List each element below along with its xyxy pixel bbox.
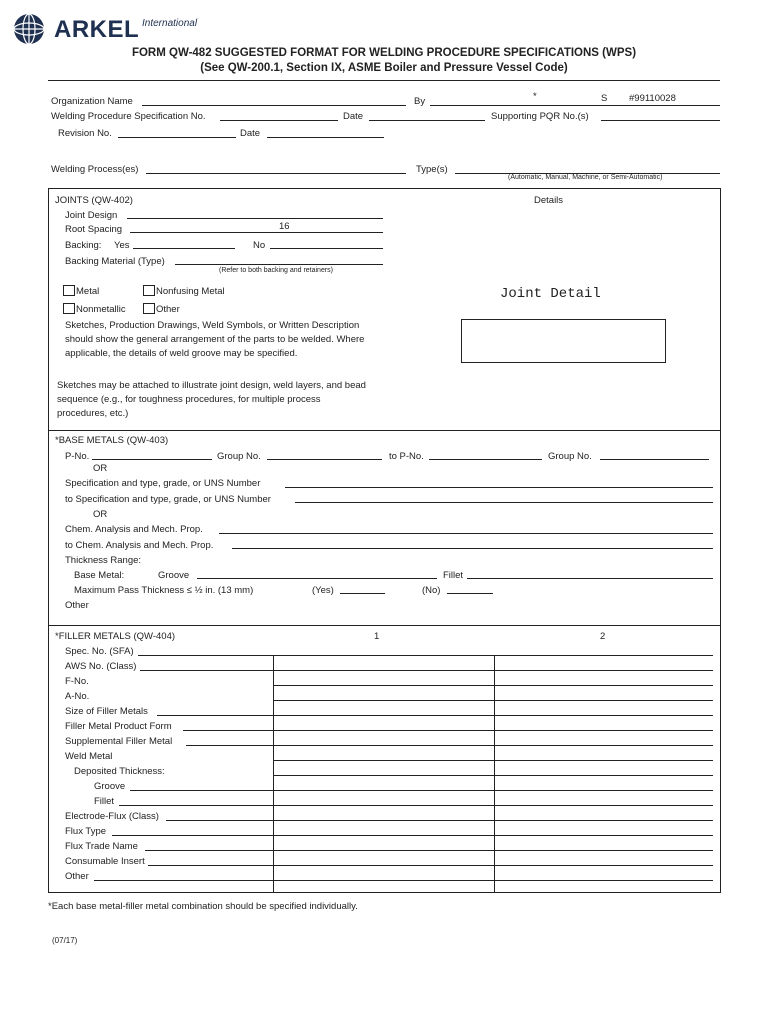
filler-col2-field[interactable] (494, 850, 713, 851)
backing-note: (Refer to both backing and retainers) (219, 267, 334, 274)
filler-col1-field[interactable] (273, 685, 494, 686)
nonfusing-option[interactable]: Nonfusing Metal (143, 285, 225, 297)
filler-label-line[interactable] (145, 850, 273, 851)
nonmetallic-checkbox[interactable] (63, 303, 75, 314)
filler-col1-field[interactable] (273, 835, 494, 836)
desc-line-1: Sketches, Production Drawings, Weld Symbols, or Written Description (65, 320, 360, 331)
base-divider (48, 625, 721, 626)
filler-col2-field[interactable] (494, 715, 713, 716)
date-field[interactable] (369, 120, 485, 121)
filler-heading: *FILLER METALS (QW-404) (55, 631, 176, 642)
revision-date: (07/17) (52, 936, 78, 945)
filler-row-label: Electrode-Flux (Class) (65, 811, 159, 822)
backing-no-field[interactable] (270, 248, 383, 249)
nonmetallic-option[interactable]: Nonmetallic (63, 303, 126, 315)
revision-label: Revision No. (58, 128, 112, 139)
to-spec-label: to Specification and type, grade, or UNS Number (65, 494, 271, 505)
filler-col1-field[interactable] (273, 790, 494, 791)
filler-col-divider-2 (494, 655, 495, 893)
by-field[interactable] (430, 105, 720, 106)
max-pass-yes: (Yes) (312, 585, 334, 596)
backing-no: No (253, 240, 266, 251)
wps-field[interactable] (220, 120, 338, 121)
s-label: S (601, 93, 608, 104)
filler-col1-field[interactable] (273, 775, 494, 776)
to-chem-field[interactable] (232, 548, 713, 549)
pno-field[interactable] (92, 459, 212, 460)
spec-label: Specification and type, grade, or UNS Number (65, 478, 261, 489)
filler-col2-field[interactable] (494, 775, 713, 776)
filler-row-label: Other (65, 871, 89, 882)
root-spacing-label: Root Spacing (65, 224, 123, 235)
joints-divider (48, 430, 721, 431)
max-pass-yes-field[interactable] (340, 593, 385, 594)
filler-col2-field[interactable] (494, 655, 713, 656)
doc-number: #99110028 (629, 93, 676, 104)
filler-col-1: 1 (374, 631, 380, 642)
base-metal-label: Base Metal: (74, 570, 125, 581)
filler-label-line[interactable] (157, 715, 273, 716)
filler-col2-field[interactable] (494, 835, 713, 836)
filler-col1-field[interactable] (273, 715, 494, 716)
details-label: Details (534, 195, 564, 206)
header-divider (48, 80, 720, 81)
filler-col1-field[interactable] (273, 850, 494, 851)
backing-yes-field[interactable] (133, 248, 235, 249)
revision-field[interactable] (118, 137, 236, 138)
filler-col2-field[interactable] (494, 745, 713, 746)
group-field[interactable] (267, 459, 382, 460)
filler-row-label: Fillet (94, 796, 115, 807)
filler-col1-field[interactable] (273, 805, 494, 806)
filler-label-line[interactable] (112, 835, 273, 836)
base-heading: *BASE METALS (QW-403) (55, 435, 169, 446)
chem-field[interactable] (219, 533, 713, 534)
to-pno-label: to P-No. (389, 451, 424, 462)
base-other-label: Other (65, 600, 89, 611)
filler-col2-field[interactable] (494, 730, 713, 731)
filler-row-label: Groove (94, 781, 126, 792)
root-spacing-value: 16 (279, 221, 290, 232)
filler-label-line[interactable] (94, 880, 273, 881)
form-title: FORM QW-482 SUGGESTED FORMAT FOR WELDING PROCEDURE SPECIFICATIONS (WPS) (131, 47, 637, 59)
filler-col2-field[interactable] (494, 805, 713, 806)
org-label: Organization Name (51, 96, 133, 107)
group2-field[interactable] (600, 459, 709, 460)
chem-label: Chem. Analysis and Mech. Prop. (65, 524, 203, 535)
fillet-label: Fillet (443, 570, 464, 581)
joint-design-field[interactable] (127, 218, 383, 219)
nonfusing-checkbox[interactable] (143, 285, 155, 296)
pno-label: P-No. (65, 451, 90, 462)
types-label: Type(s) (416, 164, 448, 175)
date-label: Date (343, 111, 364, 122)
filler-col2-field[interactable] (494, 865, 713, 866)
filler-col2-field[interactable] (494, 880, 713, 881)
filler-col2-field[interactable] (494, 820, 713, 821)
filler-col1-field[interactable] (273, 760, 494, 761)
backing-material-field[interactable] (175, 264, 383, 265)
max-pass-label: Maximum Pass Thickness ≤ ½ in. (13 mm) (74, 585, 254, 596)
other-checkbox[interactable] (143, 303, 155, 314)
note-line-3: procedures, etc.) (57, 408, 129, 419)
filler-label-line[interactable] (138, 655, 273, 656)
form-subtitle: (See QW-200.1, Section IX, ASME Boiler and Pressure Vessel Code) (200, 62, 568, 74)
filler-row-label: Consumable Insert (65, 856, 145, 867)
date2-field[interactable] (267, 137, 384, 138)
max-pass-no: (No) (422, 585, 441, 596)
filler-row-label: Size of Filler Metals (65, 706, 148, 717)
thickness-label: Thickness Range: (65, 555, 142, 566)
note-line-1: Sketches may be attached to illustrate joint design, weld layers, and bead (57, 380, 366, 391)
metal-checkbox[interactable] (63, 285, 75, 296)
filler-col2-field[interactable] (494, 790, 713, 791)
to-chem-label: to Chem. Analysis and Mech. Prop. (65, 540, 214, 551)
filler-label-line[interactable] (119, 805, 273, 806)
filler-row-label: A-No. (65, 691, 90, 702)
group2-label: Group No. (548, 451, 592, 462)
filler-col2-field[interactable] (494, 685, 713, 686)
globe-icon (12, 12, 46, 46)
filler-col1-field[interactable] (273, 700, 494, 701)
filler-row-label: AWS No. (Class) (65, 661, 137, 672)
filler-label-line[interactable] (183, 730, 273, 731)
company-logo (12, 12, 198, 48)
groove-field[interactable] (197, 578, 437, 579)
filler-col2-field[interactable] (494, 670, 713, 671)
filler-label-line[interactable] (130, 790, 273, 791)
pqr-label: Supporting PQR No.(s) (491, 111, 589, 122)
to-pno-field[interactable] (429, 459, 542, 460)
filler-label-line[interactable] (166, 820, 273, 821)
filler-row-label: Filler Metal Product Form (65, 721, 172, 732)
filler-row-label: F-No. (65, 676, 89, 687)
root-spacing-field[interactable] (130, 232, 383, 233)
or-2: OR (93, 509, 108, 520)
filler-row-label: Flux Type (65, 826, 107, 837)
joints-heading: JOINTS (QW-402) (55, 195, 133, 206)
or-1: OR (93, 463, 108, 474)
filler-row-label: Flux Trade Name (65, 841, 138, 852)
filler-col2-field[interactable] (494, 700, 713, 701)
wps-label: Welding Procedure Specification No. (51, 111, 206, 122)
by-label: By (414, 96, 426, 107)
filler-col1-field[interactable] (273, 670, 494, 671)
date2-label: Date (240, 128, 261, 139)
fillet-field[interactable] (467, 578, 713, 579)
logo-name: ARKEL (54, 16, 140, 43)
note-line-2: sequence (e.g., for toughness procedures, for multiple process (57, 394, 321, 405)
other-option[interactable]: Other (143, 303, 180, 315)
filler-col-2: 2 (600, 631, 606, 642)
filler-col1-field[interactable] (273, 745, 494, 746)
filler-col-divider-1 (273, 655, 274, 893)
footnote: *Each base metal-filler metal combination should be specified individually. (48, 901, 358, 912)
groove-label: Groove (158, 570, 190, 581)
logo-sub: International (142, 18, 198, 29)
backing-label: Backing: (65, 240, 102, 251)
backing-material-label: Backing Material (Type) (65, 256, 165, 267)
org-field[interactable] (142, 105, 406, 106)
filler-row-label: Supplemental Filler Metal (65, 736, 173, 747)
backing-yes: Yes (114, 240, 130, 251)
to-spec-field[interactable] (295, 502, 713, 503)
process-label: Welding Process(es) (51, 164, 139, 175)
max-pass-no-field[interactable] (447, 593, 493, 594)
filler-row-label: Weld Metal (65, 751, 113, 762)
filler-label-line[interactable] (140, 670, 273, 671)
star: * (533, 91, 537, 102)
spec-field[interactable] (285, 487, 713, 488)
group-label: Group No. (217, 451, 261, 462)
filler-col1-field[interactable] (273, 730, 494, 731)
joint-detail-box[interactable] (461, 319, 666, 363)
filler-row-label: Spec. No. (SFA) (65, 646, 134, 657)
filler-col1-field[interactable] (273, 865, 494, 866)
joint-detail-label: Joint Detail (500, 286, 601, 302)
filler-row-label: Deposited Thickness: (74, 766, 165, 777)
desc-line-2: should show the general arrangement of the parts to be welded. Where (65, 334, 365, 345)
filler-label-line[interactable] (148, 865, 273, 866)
filler-col2-field[interactable] (494, 760, 713, 761)
process-field[interactable] (146, 173, 406, 174)
joint-design-label: Joint Design (65, 210, 118, 221)
metal-option[interactable]: Metal (63, 285, 99, 297)
filler-col1-field[interactable] (273, 655, 494, 656)
pqr-field[interactable] (601, 120, 720, 121)
filler-label-line[interactable] (186, 745, 273, 746)
types-note: (Automatic, Manual, Machine, or Semi-Automatic) (508, 174, 663, 181)
filler-col1-field[interactable] (273, 880, 494, 881)
filler-col1-field[interactable] (273, 820, 494, 821)
desc-line-3: applicable, the details of weld groove may be specified. (65, 348, 298, 359)
